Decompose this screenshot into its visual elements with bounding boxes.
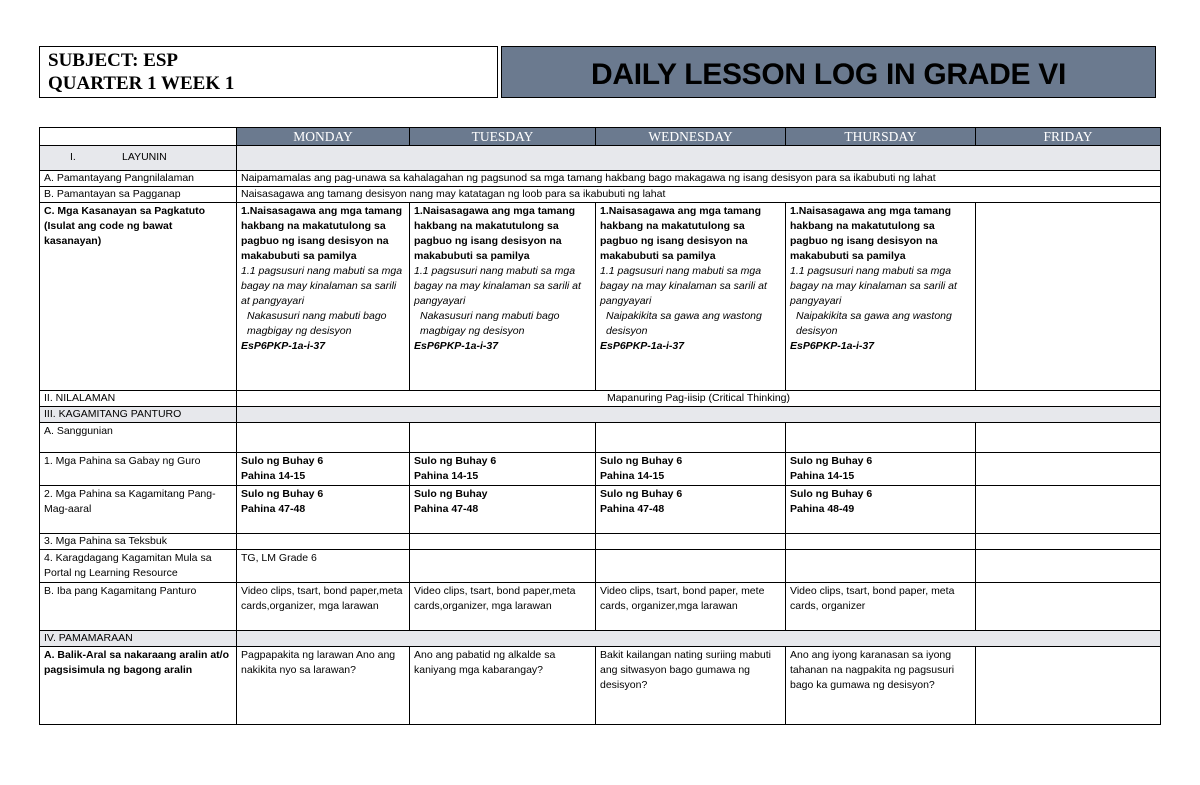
kasanayan-main: 1.Naisasagawa ang mga tamang hakbang na makatutulong sa pagbuo ng isang desisyon na makabubuti sa pamilya bbox=[414, 205, 576, 262]
balik-aral-tuesday: Ano ang pabatid ng alkalde sa kaniyang mga kabarangay? bbox=[410, 647, 596, 725]
kasanayan-tuesday bbox=[410, 203, 596, 391]
row-label: B. Iba pang Kagamitang Panturo bbox=[40, 583, 237, 631]
section-label: LAYUNIN bbox=[122, 151, 167, 163]
page-range: Pahina 48-49 bbox=[790, 503, 855, 515]
kasanayan-sub: 1.1 pagsusuri nang mabuti sa mga bagay na may kinalaman sa sarili at pangyayari bbox=[600, 265, 767, 307]
row-pamantayan-sa-pagganap bbox=[40, 187, 1161, 203]
row-label: C. Mga Kasanayan sa Pagkatuto (Isulat ang code ng bawat kasanayan) bbox=[40, 203, 237, 391]
day-friday: FRIDAY bbox=[976, 128, 1161, 146]
row-kasanayan bbox=[40, 203, 1161, 391]
kasanayan-note: Naipakikita sa gawa ang wastong desisyon bbox=[796, 310, 952, 337]
day-thursday: THURSDAY bbox=[786, 128, 976, 146]
row-gabay-ng-guro bbox=[40, 453, 1161, 486]
row-sanggunian bbox=[40, 423, 1161, 453]
lesson-log-table bbox=[39, 127, 1161, 725]
mag-aaral-wednesday bbox=[596, 486, 786, 534]
book-title: Sulo ng Buhay bbox=[414, 488, 488, 500]
gabay-thursday bbox=[786, 453, 976, 486]
row-label: 4. Karagdagang Kagamitan Mula sa Portal ng Learning Resource bbox=[40, 550, 237, 583]
row-karagdagang bbox=[40, 550, 1161, 583]
row-label: A. Sanggunian bbox=[40, 423, 237, 453]
row-nilalaman bbox=[40, 391, 1161, 407]
kasanayan-sub: 1.1 pagsusuri nang mabuti sa mga bagay na may kinalaman sa sarili at pangyayari bbox=[241, 265, 403, 307]
kasanayan-note: Nakasusuri nang mabuti bago magbigay ng desisyon bbox=[247, 310, 387, 337]
book-title: Sulo ng Buhay 6 bbox=[241, 455, 324, 467]
kasanayan-code: EsP6PKP-1a-i-37 bbox=[241, 340, 326, 352]
row-pamamaraan bbox=[40, 631, 1161, 647]
day-header-row bbox=[40, 128, 1161, 146]
row-label: II. NILALAMAN bbox=[40, 391, 237, 407]
kasanayan-main: 1.Naisasagawa ang mga tamang hakbang na makatutulong sa pagbuo ng isang desisyon na makabubuti sa pamilya bbox=[790, 205, 952, 262]
page-range: Pahina 14-15 bbox=[414, 470, 479, 482]
subject-header bbox=[39, 46, 498, 98]
mag-aaral-monday bbox=[237, 486, 410, 534]
iba-pang-monday: Video clips, tsart, bond paper,meta cards,organizer, mga larawan bbox=[237, 583, 410, 631]
row-label: A. Balik-Aral sa nakaraang aralin at/o pagsisimula ng bagong aralin bbox=[40, 647, 237, 725]
book-title: Sulo ng Buhay 6 bbox=[241, 488, 324, 500]
page-range: Pahina 14-15 bbox=[600, 470, 665, 482]
gabay-wednesday bbox=[596, 453, 786, 486]
gabay-tuesday bbox=[410, 453, 596, 486]
row-balik-aral bbox=[40, 647, 1161, 725]
row-label: 3. Mga Pahina sa Teksbuk bbox=[40, 534, 237, 550]
mag-aaral-tuesday bbox=[410, 486, 596, 534]
row-kagamitang-panturo bbox=[40, 407, 1161, 423]
book-title: Sulo ng Buhay 6 bbox=[600, 455, 683, 467]
book-title: Sulo ng Buhay 6 bbox=[790, 455, 873, 467]
row-value: Mapanuring Pag-iisip (Critical Thinking) bbox=[237, 391, 1161, 407]
book-title: Sulo ng Buhay 6 bbox=[600, 488, 683, 500]
row-label: 2. Mga Pahina sa Kagamitang Pang- Mag-aaral bbox=[40, 486, 237, 534]
kasanayan-sub: 1.1 pagsusuri nang mabuti sa mga bagay na may kinalaman sa sarili at pangyayari bbox=[790, 265, 957, 307]
book-title: Sulo ng Buhay 6 bbox=[414, 455, 497, 467]
page-range: Pahina 47-48 bbox=[241, 503, 306, 515]
page-range: Pahina 14-15 bbox=[241, 470, 306, 482]
row-label: B. Pamantayan sa Pagganap bbox=[40, 187, 237, 203]
day-tuesday: TUESDAY bbox=[410, 128, 596, 146]
balik-aral-wednesday: Bakit kailangan nating suriing mabuti ang sitwasyon bago gumawa ng desisyon? bbox=[596, 647, 786, 725]
row-iba-pang-kagamitan bbox=[40, 583, 1161, 631]
kasanayan-monday bbox=[237, 203, 410, 391]
row-label: III. KAGAMITANG PANTURO bbox=[40, 407, 237, 423]
iba-pang-tuesday: Video clips, tsart, bond paper,meta cards,organizer, mga larawan bbox=[410, 583, 596, 631]
row-kagamitang-mag-aaral bbox=[40, 486, 1161, 534]
subject-label: SUBJECT: ESP bbox=[48, 50, 179, 71]
iba-pang-wednesday: Video clips, tsart, bond paper, mete cards, organizer,mga larawan bbox=[596, 583, 786, 631]
section-number: I. bbox=[70, 151, 76, 163]
row-label: IV. PAMAMARAAN bbox=[40, 631, 237, 647]
kasanayan-note: Nakasusuri nang mabuti bago magbigay ng desisyon bbox=[420, 310, 560, 337]
quarter-label: QUARTER 1 WEEK 1 bbox=[48, 73, 235, 94]
kasanayan-code: EsP6PKP-1a-i-37 bbox=[414, 340, 499, 352]
day-monday: MONDAY bbox=[237, 128, 410, 146]
kasanayan-sub: 1.1 pagsusuri nang mabuti sa mga bagay na may kinalaman sa sarili at pangyayari bbox=[414, 265, 581, 307]
day-wednesday: WEDNESDAY bbox=[596, 128, 786, 146]
iba-pang-thursday: Video clips, tsart, bond paper, meta cards, organizer bbox=[786, 583, 976, 631]
kasanayan-wednesday bbox=[596, 203, 786, 391]
page-title: DAILY LESSON LOG IN GRADE VI bbox=[501, 46, 1156, 98]
mag-aaral-thursday bbox=[786, 486, 976, 534]
row-label: 1. Mga Pahina sa Gabay ng Guro bbox=[40, 453, 237, 486]
kasanayan-note: Naipakikita sa gawa ang wastong desisyon bbox=[606, 310, 762, 337]
kasanayan-friday bbox=[976, 203, 1161, 391]
page-range: Pahina 47-48 bbox=[414, 503, 479, 515]
row-label: A. Pamantayang Pangnilalaman bbox=[40, 171, 237, 187]
row-layunin bbox=[40, 146, 1161, 171]
karagdagang-monday: TG, LM Grade 6 bbox=[237, 550, 410, 583]
balik-aral-monday: Pagpapakita ng larawan Ano ang nakikita nyo sa larawan? bbox=[237, 647, 410, 725]
row-value: Naipamamalas ang pag-unawa sa kahalagahan ng pagsunod sa mga tamang hakbang bago makagawa ng isang desisyon para sa ikabubuti ng lahat bbox=[237, 171, 1161, 187]
page-range: Pahina 14-15 bbox=[790, 470, 855, 482]
row-teksbuk bbox=[40, 534, 1161, 550]
page-range: Pahina 47-48 bbox=[600, 503, 665, 515]
kasanayan-thursday bbox=[786, 203, 976, 391]
kasanayan-main: 1.Naisasagawa ang mga tamang hakbang na makatutulong sa pagbuo ng isang desisyon na makabubuti sa pamilya bbox=[241, 205, 403, 262]
kasanayan-main: 1.Naisasagawa ang mga tamang hakbang na makatutulong sa pagbuo ng isang desisyon na makabubuti sa pamilya bbox=[600, 205, 762, 262]
gabay-monday bbox=[237, 453, 410, 486]
corner-cell bbox=[40, 128, 237, 146]
row-value: Naisasagawa ang tamang desisyon nang may katatagan ng loob para sa ikabubuti ng lahat bbox=[237, 187, 1161, 203]
balik-aral-thursday: Ano ang iyong karanasan sa iyong tahanan na nagpakita ng pagsusuri bago ka gumawa ng desisyon? bbox=[786, 647, 976, 725]
row-pamantayang-pangnilalaman bbox=[40, 171, 1161, 187]
kasanayan-code: EsP6PKP-1a-i-37 bbox=[790, 340, 875, 352]
kasanayan-code: EsP6PKP-1a-i-37 bbox=[600, 340, 685, 352]
book-title: Sulo ng Buhay 6 bbox=[790, 488, 873, 500]
